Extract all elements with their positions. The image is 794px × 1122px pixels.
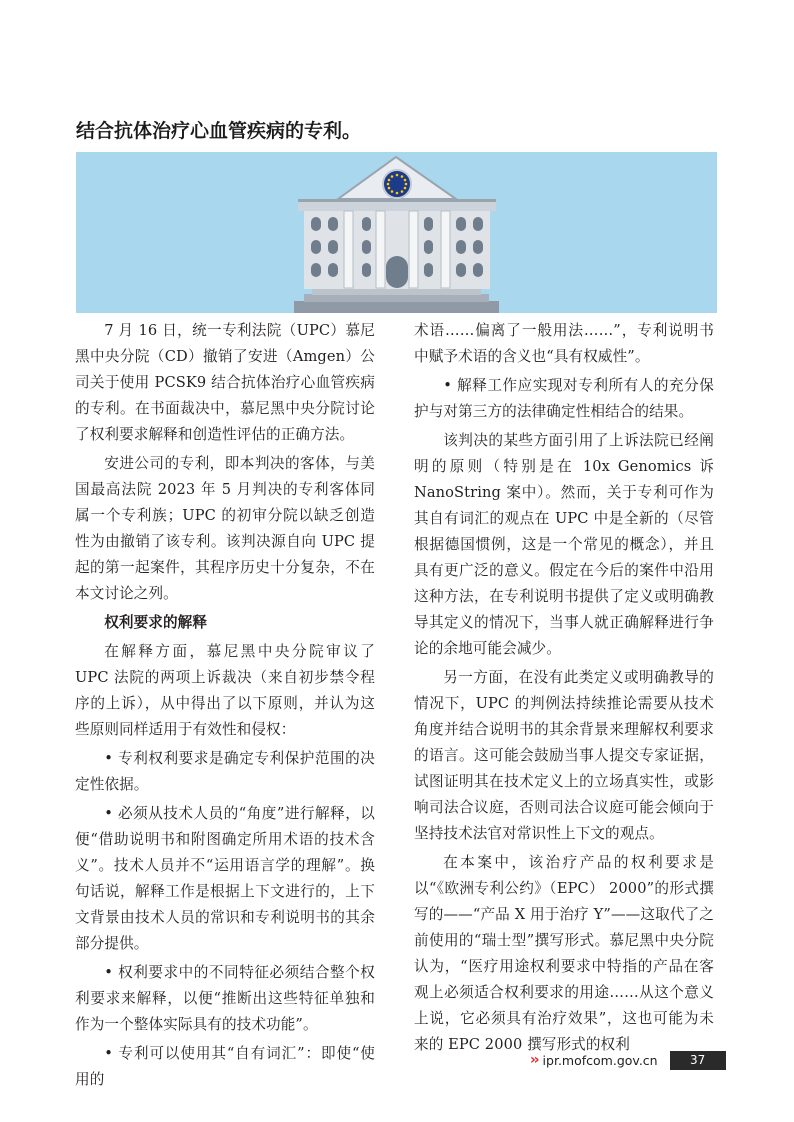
- paragraph: 安进公司的专利，即本判决的客体，与美国最高法院 2023 年 5 月判决的专利客体同属一个专利族；UPC 的初审分院以缺乏创造性为由撤销了该专利。该判决源自向 UPC 提起的第一起案件，其程序历史十分复杂，不在本文讨论之列。: [75, 455, 375, 602]
- left-column: [75, 318, 375, 1096]
- right-column: [414, 318, 714, 1061]
- bullet-item: • 专利权利要求是确定专利保护范围的决定性依据。: [75, 750, 375, 793]
- paragraph: 7 月 16 日，统一专利法院（UPC）慕尼黑中央分院（CD）撤销了安进（Amgen）公司关于使用 PCSK9 结合抗体治疗心血管疾病的专利。在书面裁决中，慕尼黑中央分院讨论了权利要求解释和创造性评估的正确方法。: [75, 322, 375, 443]
- paragraph: 该判决的某些方面引用了上诉法院已经阐明的原则（特别是在 10x Genomics 诉 NanoString 案中）。然而，关于专利可作为其自有词汇的观点在 UPC 中是全新的（尽管根据德国惯例，这是一个常见的概念），并且具有更广泛的意义。假定在今后的案件中沿用这种方法，在专利说明书提供了定义或明确教导其定义的情况下，当事人就正确解释进行争论的余地可能会减少。: [414, 432, 714, 657]
- site-url[interactable]: ipr.mofcom.gov.cn: [542, 1052, 658, 1068]
- bullet-item: • 解释工作应实现对专利所有人的充分保护与对第三方的法律确定性相结合的结果。: [414, 377, 714, 420]
- page-number: 37: [670, 1051, 726, 1070]
- chevron-right-icon: ››: [530, 1052, 538, 1068]
- page-footer: [530, 1050, 726, 1070]
- article-headline: 结合抗体治疗心血管疾病的专利。: [76, 120, 362, 142]
- bullet-item: • 权利要求中的不同特征必须结合整个权利要求来解释，以便“推断出这些特征单独和作为一个整体实际具有的技术功能”。: [75, 964, 375, 1033]
- bullet-item: • 专利可以使用其“自有词汇”：即使“使用的: [75, 1045, 375, 1088]
- courthouse-illustration: [76, 152, 717, 313]
- paragraph: 另一方面，在没有此类定义或明确教导的情况下，UPC 的判例法持续推论需要从技术角度并结合说明书的其余背景来理解权利要求的语言。这可能会鼓励当事人提交专家证据，试图证明其在技术定义上的立场真实性，或影响司法合议庭，否则司法合议庭可能会倾向于坚持技术法官对常识性上下文的观点。: [414, 669, 714, 842]
- paragraph: 在解释方面，慕尼黑中央分院审议了 UPC 法院的两项上诉裁决（来自初步禁令程序的上诉），从中得出了以下原则，并认为这些原则同样适用于有效性和侵权：: [75, 643, 375, 738]
- section-heading: 权利要求的解释: [104, 614, 208, 631]
- paragraph-continuation: 术语……偏离了一般用法……”，专利说明书中赋予术语的含义也“具有权威性”。: [414, 322, 714, 365]
- bullet-item: • 必须从技术人员的“角度”进行解释，以便“借助说明书和附图确定所用术语的技术含义”。技术人员并不“运用语言学的理解”。换句话说，解释工作是根据上下文进行的，上下文背景由技术人员的常识和专利说明书的其余部分提供。: [75, 805, 375, 952]
- paragraph: 在本案中，该治疗产品的权利要求是以“《欧洲专利公约》（EPC） 2000”的形式撰写的——“产品 X 用于治疗 Y”——这取代了之前使用的“瑞士型”撰写形式。慕尼黑中央分院认为，“医疗用途权利要求中特指的产品在客观上必须适合权利要求的用途……从这个意义上说，它必须具有治疗效果”，这也可能为未来的 EPC 2000 撰写形式的权利: [414, 854, 714, 1053]
